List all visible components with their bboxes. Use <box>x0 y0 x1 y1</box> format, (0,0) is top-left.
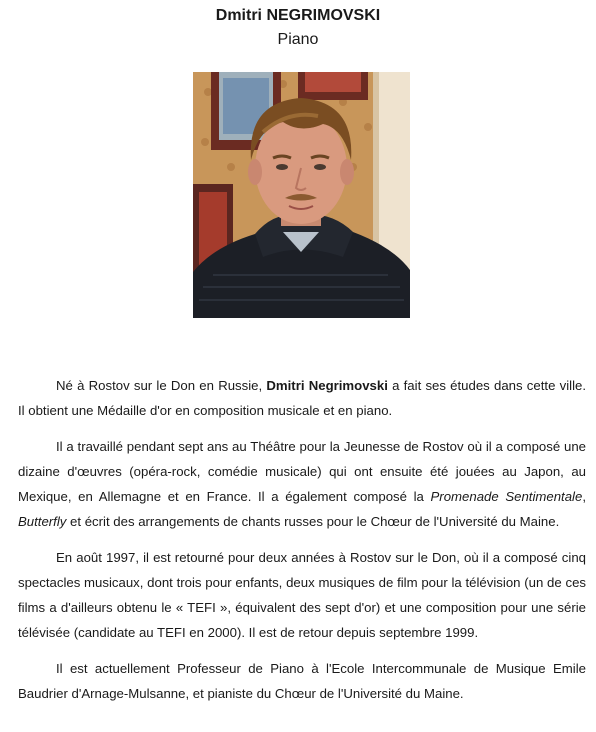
bio-p2-text-a: Il a travaillé pendant sept ans au Théâtre pour la Jeunesse de Rostov où il a composé une dizaine d'œuvres (opéra-rock, comédie musicale) qui ont ensuite été jouées au Japon, au Mexique, en Allemagne et en France. Il a également composé la <box>18 439 586 504</box>
artist-name: Dmitri NEGRIMOVSKI <box>215 7 381 24</box>
portrait-icon <box>193 72 410 318</box>
biography <box>18 373 586 717</box>
bio-paragraph-4: Il est actuellement Professeur de Piano à l'Ecole Intercommunale de Musique Emile Baudrier d'Arnage-Mulsanne, et pianiste du Chœur de l'Université du Maine. <box>18 661 586 701</box>
bio-p1-text-c: a fait ses études dans cette ville. Il obtient une Médaille d'or en composition musicale et en piano. <box>18 378 586 418</box>
page-header <box>0 6 596 50</box>
bio-p2-text-e: et écrit des arrangements de chants russes pour le Chœur de l'Université du Maine. <box>66 514 560 529</box>
bio-paragraph-3: En août 1997, il est retourné pour deux années à Rostov sur le Don, où il a composé cinq spectacles musicaux, dont trois pour enfants, deux musiques de film pour la télévision (un de ces films a d'ailleurs obtenu le « TEFI », équivalent des sept d'or) et une composition pour une série télévisée (candidate au TEFI en 2000). Il est de retour depuis septembre 1999. <box>18 550 586 640</box>
bio-p2-text-c: , <box>582 489 586 504</box>
bio-paragraph-1 <box>18 373 586 423</box>
work-title-promenade: Promenade Sentimentale <box>430 489 583 504</box>
portrait-photo <box>193 72 410 318</box>
bio-p1-text-a: Né à Rostov sur le Don en Russie, <box>56 378 267 393</box>
bio-paragraph-2 <box>18 434 586 534</box>
artist-name-inline: Dmitri Negrimovski <box>266 378 388 393</box>
work-title-butterfly: Butterfly <box>18 514 67 529</box>
instrument-label: Piano <box>277 31 319 48</box>
